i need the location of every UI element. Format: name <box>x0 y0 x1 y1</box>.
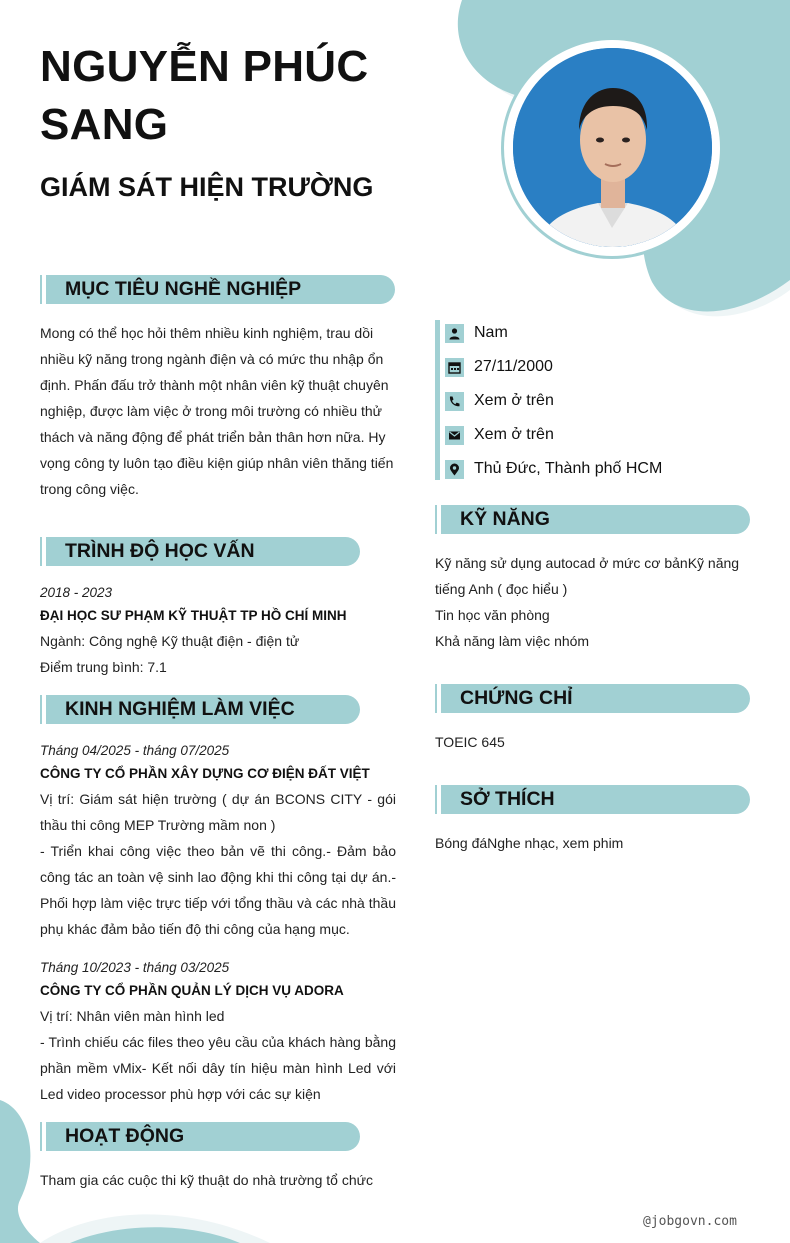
skills-list <box>435 550 745 654</box>
hobbies-text: Bóng đáNghe nhạc, xem phim <box>435 835 624 851</box>
school-name: ĐẠI HỌC SƯ PHẠM KỸ THUẬT TP HỒ CHÍ MINH <box>40 608 347 623</box>
candidate-name: NGUYỄN PHÚC SANG <box>40 42 369 149</box>
watermark: @jobgovn.com <box>643 1214 737 1229</box>
section-header-hobbies <box>435 785 750 814</box>
section-header-skills <box>435 505 750 534</box>
contact-value: Thủ Đức, Thành phố HCM <box>474 460 663 477</box>
section-title: MỤC TIÊU NGHỀ NGHIỆP <box>65 278 302 300</box>
experience-description: - Triển khai công việc theo bản vẽ thi công.- Đảm bảo công tác an toàn vệ sinh lao động khi thi công tại dự án.- Phối hợp làm việc trực tiếp với tổng thầu và các nhà thầu phụ khác đảm bảo tiến độ thi công của hạng mục. <box>40 843 396 937</box>
section-title: TRÌNH ĐỘ HỌC VẤN <box>65 540 255 562</box>
job-title: GIÁM SÁT HIỆN TRƯỜNG <box>40 172 374 202</box>
section-title: CHỨNG CHỈ <box>460 687 573 709</box>
experience-position: Vị trí: Nhân viên màn hình led <box>40 1008 225 1024</box>
section-header-certificates <box>435 684 750 713</box>
contact-value: 27/11/2000 <box>474 358 553 375</box>
section-title: HOẠT ĐỘNG <box>65 1125 185 1147</box>
contact-phone <box>445 388 554 414</box>
experience-description: - Trình chiếu các files theo yêu cầu của khách hàng bằng phần mềm vMix- Kết nối dây tín hiệu màn hình Led với Led video processor phù hợp với các sự kiện <box>40 1034 396 1102</box>
skill-item: Kỹ năng sử dụng autocad ở mức cơ bảnKỹ năng tiếng Anh ( đọc hiểu ) <box>435 555 740 597</box>
section-header-experience <box>40 695 360 724</box>
experience-position: Vị trí: Giám sát hiện trường ( dự án BCONS CITY - gói thầu thi công MEP Trường mầm non ) <box>40 791 396 833</box>
section-header-education <box>40 537 360 566</box>
objective-text: Mong có thể học hỏi thêm nhiều kinh nghiệm, trau dồi nhiều kỹ năng trong ngành điện và có mức thu nhập ổn định. Phấn đấu trở thành một nhân viên kỹ thuật chuyên nghiệp, được làm việc ở trong môi trường có nhiều thử thách và năng động để phát triển bản thân hơn nữa. Hy vọng công ty luôn tạo điều kiện giúp nhân viên thăng tiến trong công việc. <box>40 325 394 497</box>
avatar <box>513 48 712 247</box>
contact-value: Nam <box>474 324 508 341</box>
company-name: CÔNG TY CỔ PHẦN QUẢN LÝ DỊCH VỤ ADORA <box>40 983 344 998</box>
education-block <box>40 582 396 680</box>
experience-item <box>40 957 396 1107</box>
section-title: KỸ NĂNG <box>460 508 550 530</box>
skill-item: Khả năng làm việc nhóm <box>435 633 590 649</box>
contact-gender <box>445 320 508 346</box>
contact-address <box>445 456 662 482</box>
education-major: Ngành: Công nghệ Kỹ thuật điện - điện tử <box>40 633 300 649</box>
calendar-icon <box>445 358 464 377</box>
email-icon <box>445 426 464 445</box>
section-header-activities <box>40 1122 360 1151</box>
skill-item: Tin học văn phòng <box>435 607 550 623</box>
education-period: 2018 - 2023 <box>40 585 113 600</box>
contact-email <box>445 422 554 448</box>
experience-item <box>40 740 396 942</box>
person-icon <box>445 324 464 343</box>
section-title: KINH NGHIỆM LÀM VIỆC <box>65 698 295 720</box>
contact-divider <box>435 320 440 480</box>
section-title: SỞ THÍCH <box>460 788 555 810</box>
location-pin-icon <box>445 460 464 479</box>
education-gpa: Điểm trung bình: 7.1 <box>40 659 167 675</box>
phone-icon <box>445 392 464 411</box>
contact-value: Xem ở trên <box>474 392 554 409</box>
company-name: CÔNG TY CỔ PHẦN XÂY DỰNG CƠ ĐIỆN ĐẤT VIỆT <box>40 766 370 781</box>
portrait-photo-icon <box>513 48 712 247</box>
experience-period: Tháng 10/2023 - tháng 03/2025 <box>40 960 230 975</box>
certificates-list <box>435 729 745 755</box>
certificate-item: TOEIC 645 <box>435 734 505 750</box>
activities-text: Tham gia các cuộc thi kỹ thuật do nhà trường tổ chức <box>40 1172 373 1188</box>
contact-birthdate <box>445 354 553 380</box>
experience-period: Tháng 04/2025 - tháng 07/2025 <box>40 743 230 758</box>
contact-value: Xem ở trên <box>474 426 554 443</box>
section-header-objective <box>40 275 395 304</box>
